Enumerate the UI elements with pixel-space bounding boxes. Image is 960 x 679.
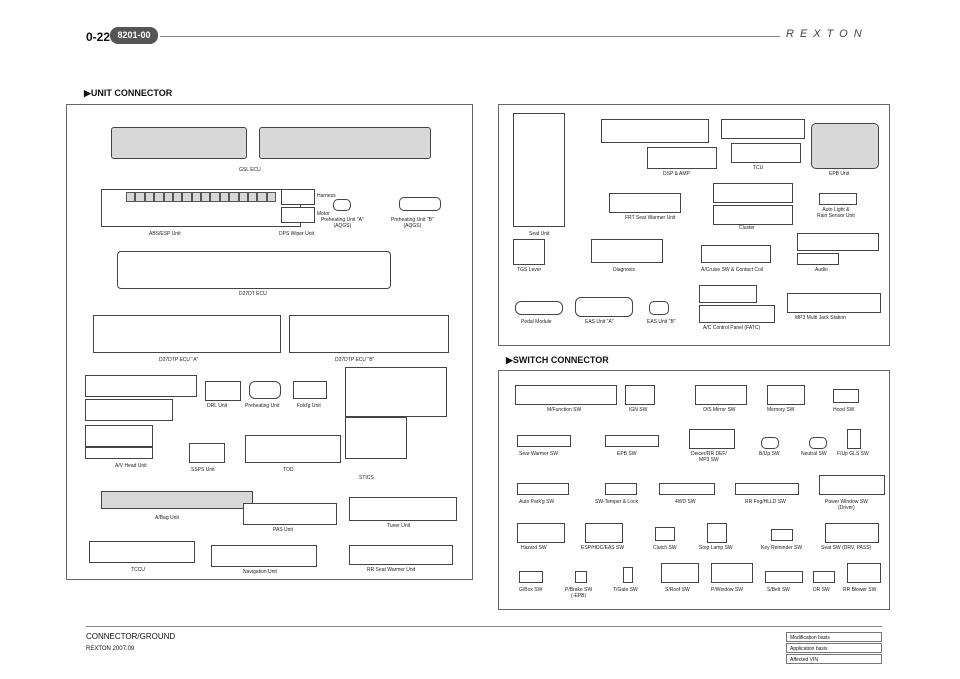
pwindow-connector <box>711 563 753 583</box>
rr-seat-warmer-label: RR Seat Warmer Unit <box>367 567 416 573</box>
gbox-connector <box>519 571 543 583</box>
fup-connector <box>847 429 861 449</box>
dsp-amp-connector-a <box>601 119 709 143</box>
foldg-label: Fold'g Unit <box>297 403 321 409</box>
preheat-unit-label: Preheating Unit <box>245 403 280 409</box>
eas-b-label: EAS Unit "B" <box>647 319 676 325</box>
unit-connector-heading: ▶UNIT CONNECTOR <box>84 88 173 98</box>
stics-label: STICS <box>359 475 374 481</box>
ign-connector <box>625 385 655 405</box>
cluster-connector-b <box>713 205 793 225</box>
pbrake-connector <box>575 571 587 583</box>
drsw-label: DR SW <box>813 587 830 593</box>
stoplamp-label: Stop Lamp SW <box>699 545 733 551</box>
av-head-connector-d <box>85 447 153 459</box>
tgs-lever-label: TGS Lever <box>517 267 542 273</box>
osmirror-label: O/S Mirror SW <box>703 407 736 413</box>
tgate-label: T/Gate SW <box>613 587 638 593</box>
eas-a-connector <box>575 297 633 317</box>
motor-label: Motor <box>317 211 330 217</box>
switch-connector-panel <box>498 370 890 610</box>
footer-model: REXTON 2007.09 <box>86 646 135 652</box>
tod-label: TOD <box>283 467 294 473</box>
acruise-connector <box>701 245 771 263</box>
av-head-connector-b <box>85 399 173 421</box>
abag-connector <box>101 491 253 509</box>
dps-motor-connector <box>281 207 315 223</box>
switch-connector-heading: ▶SWITCH CONNECTOR <box>506 355 609 365</box>
epb-unit-label: EPB Unit <box>829 171 850 177</box>
osmirror-connector <box>695 385 747 405</box>
pbrake-label: P/Brake SW (-EPB) <box>565 587 593 599</box>
sroof-connector <box>661 563 699 583</box>
rr-seat-warmer-connector <box>349 545 453 565</box>
acpanel-connector-b <box>699 305 775 323</box>
neutral-connector <box>809 437 827 449</box>
drsw-connector <box>813 571 835 583</box>
dsp-amp-connector-b <box>647 147 717 169</box>
sbelt-label: S/Belt SW <box>767 587 790 593</box>
pas-connector <box>243 503 337 525</box>
autolight-connector <box>819 193 857 205</box>
acpanel-connector-a <box>699 285 757 303</box>
drl-connector <box>205 381 241 401</box>
preheat-a-label: Preheating Unit "A" (AQGS) <box>321 217 364 229</box>
affected-vin: Affected VIN <box>786 654 882 664</box>
memory-label: Memory SW <box>767 407 795 413</box>
esp-label: ESP/HDC/EAS SW <box>581 545 625 551</box>
av-head-connector-a <box>85 375 197 397</box>
frt-seat-warmer-label: FRT Seat Warmer Unit <box>625 215 676 221</box>
fup-label: F/Up GLS SW <box>837 451 869 457</box>
epb-sw-label: EPB SW <box>617 451 637 457</box>
gsl-ecu-label: GSL ECU <box>239 167 261 173</box>
rrfog-label: RR Fog/HLLD SW <box>745 499 786 505</box>
right-unit-panel <box>498 104 890 346</box>
tgs-lever-connector <box>513 239 545 265</box>
keyrem-label: Key Reminder SW <box>761 545 803 551</box>
sbelt-connector <box>765 571 803 583</box>
mp3-label: MP3 Multi Jack Station <box>795 315 846 321</box>
4wd-label: 4WD SW <box>675 499 696 505</box>
hazard-connector <box>517 523 565 543</box>
audio-label: Audio <box>815 267 828 273</box>
stoplamp-connector <box>707 523 727 543</box>
modification-basis: Modification basis <box>786 632 882 642</box>
d27dtp-a-label: D27DTP ECU "A" <box>159 357 199 363</box>
hood-connector <box>833 389 859 403</box>
acruise-label: A/Cruise SW & Contact Coil <box>701 267 763 273</box>
d27dt-ecu-connector <box>117 251 391 289</box>
preheat-unit-connector <box>249 381 281 399</box>
footer-rule <box>86 626 882 627</box>
hood-label: Hood SW <box>833 407 855 413</box>
tcu-connector-b <box>731 143 801 163</box>
bup-label: B/Up SW <box>759 451 780 457</box>
deicer-connector <box>689 429 735 449</box>
preheat-b-connector <box>399 197 441 211</box>
ssps-label: SSPS Unit <box>191 467 215 473</box>
tcu-label: TCU <box>753 165 764 171</box>
navigation-connector <box>211 545 317 567</box>
diagnosis-connector <box>591 239 663 263</box>
left-connector-panel <box>66 104 473 580</box>
cluster-label: Cluster <box>739 225 755 231</box>
keyrem-connector <box>771 529 793 541</box>
av-head-label: A/V Head Unit <box>115 463 147 469</box>
epb-unit-connector <box>811 123 879 169</box>
autopark-connector <box>517 483 569 495</box>
rrblower-connector <box>847 563 881 583</box>
seatsw-label: Seat SW (DRV, PASS) <box>821 545 872 551</box>
navigation-label: Navigation Unit <box>243 569 277 575</box>
abs-esp-label: ABS/ESP Unit <box>149 231 181 237</box>
drl-label: DRL Unit <box>207 403 228 409</box>
swtemper-connector <box>605 483 637 495</box>
autolight-label: Auto Light & Rain Sensor Unit <box>817 207 855 219</box>
brand-logo: REXTON <box>786 28 868 40</box>
hazard-label: Hazard SW <box>521 545 547 551</box>
clutch-connector <box>655 527 675 541</box>
dps-wiper-label: DPS Wiper Unit <box>279 231 315 237</box>
dps-harness-connector <box>281 189 315 205</box>
harness-label: Harness <box>317 193 336 199</box>
application-basis: Application basis <box>786 643 882 653</box>
searwarm-connector <box>517 435 571 447</box>
ssps-connector <box>189 443 225 463</box>
pwdriver-label: Power Window SW (Driver) <box>825 499 868 511</box>
cluster-connector-a <box>713 183 793 203</box>
d27dtp-b-connector <box>289 315 449 353</box>
eas-b-connector <box>649 301 669 315</box>
bup-connector <box>761 437 779 449</box>
section-code-badge: 8201-00 <box>110 27 158 44</box>
mfunction-connector <box>515 385 617 405</box>
rrfog-connector <box>735 483 799 495</box>
epb-sw-connector <box>605 435 659 447</box>
seatsw-connector <box>825 523 879 543</box>
dsp-amp-label: DSP & AMP <box>663 171 690 177</box>
page-number: 0-22 <box>86 30 111 44</box>
tod-connector <box>245 435 341 463</box>
tccu-connector <box>89 541 195 563</box>
pedal-module-label: Pedal Module <box>521 319 552 325</box>
preheat-a-connector <box>333 199 351 211</box>
diagnosis-label: Diagnosis <box>613 267 635 273</box>
sroof-label: S/Roof SW <box>665 587 690 593</box>
audio-connector-a <box>797 233 879 251</box>
pwindow-label: P/Window SW <box>711 587 743 593</box>
stics-connector-a <box>345 367 447 417</box>
d27dtp-b-label: D27DTP ECU "B" <box>335 357 375 363</box>
d27dtp-a-connector <box>93 315 281 353</box>
audio-connector-b <box>797 253 839 265</box>
rrblower-label: RR Blower SW <box>843 587 877 593</box>
frt-seat-warmer-connector <box>609 193 681 213</box>
swtemper-label: SW-Temper & Lock <box>595 499 638 505</box>
mfunction-label: M/Function SW <box>547 407 582 413</box>
acpanel-label: A/C Control Panel (FATC) <box>703 325 761 331</box>
searwarm-label: Sear Warmer SW <box>519 451 558 457</box>
eas-a-label: EAS Unit "A" <box>585 319 614 325</box>
gsl-ecu-connector-2 <box>259 127 431 159</box>
d27dt-ecu-label: D27DT ECU <box>239 291 267 297</box>
pedal-module-connector <box>515 301 563 315</box>
clutch-label: Clutch SW <box>653 545 677 551</box>
gsl-ecu-connector <box>111 127 247 159</box>
deicer-label: Deicer/RR DEF/ MP3 SW <box>691 451 727 463</box>
tgate-connector <box>623 567 633 583</box>
neutral-label: Neutral SW <box>801 451 827 457</box>
esp-connector <box>585 523 623 543</box>
pas-label: PAS Unit <box>273 527 293 533</box>
gbox-label: G/Box SW <box>519 587 543 593</box>
header-rule <box>160 36 780 37</box>
4wd-connector <box>659 483 715 495</box>
stics-connector-b <box>345 417 407 459</box>
footer-title: CONNECTOR/GROUND <box>86 632 176 641</box>
tuner-label: Tuner Unit <box>387 523 411 529</box>
ign-label: IGN SW <box>629 407 648 413</box>
foldg-connector <box>293 381 327 399</box>
tuner-connector <box>349 497 457 521</box>
tccu-label: TCCU <box>131 567 145 573</box>
autopark-label: Auto Park'g SW <box>519 499 555 505</box>
memory-connector <box>767 385 805 405</box>
pwdriver-connector <box>819 475 885 495</box>
seat-unit-label: Seat Unit <box>529 231 550 237</box>
mp3-connector <box>787 293 881 313</box>
abag-label: A/Bag Unit <box>155 515 179 521</box>
preheat-b-label: Preheating Unit "B" (AQGS) <box>391 217 434 229</box>
seat-unit-connector <box>513 113 565 227</box>
av-head-connector-c <box>85 425 153 447</box>
tcu-connector-a <box>721 119 805 139</box>
abs-esp-connector <box>101 189 301 227</box>
